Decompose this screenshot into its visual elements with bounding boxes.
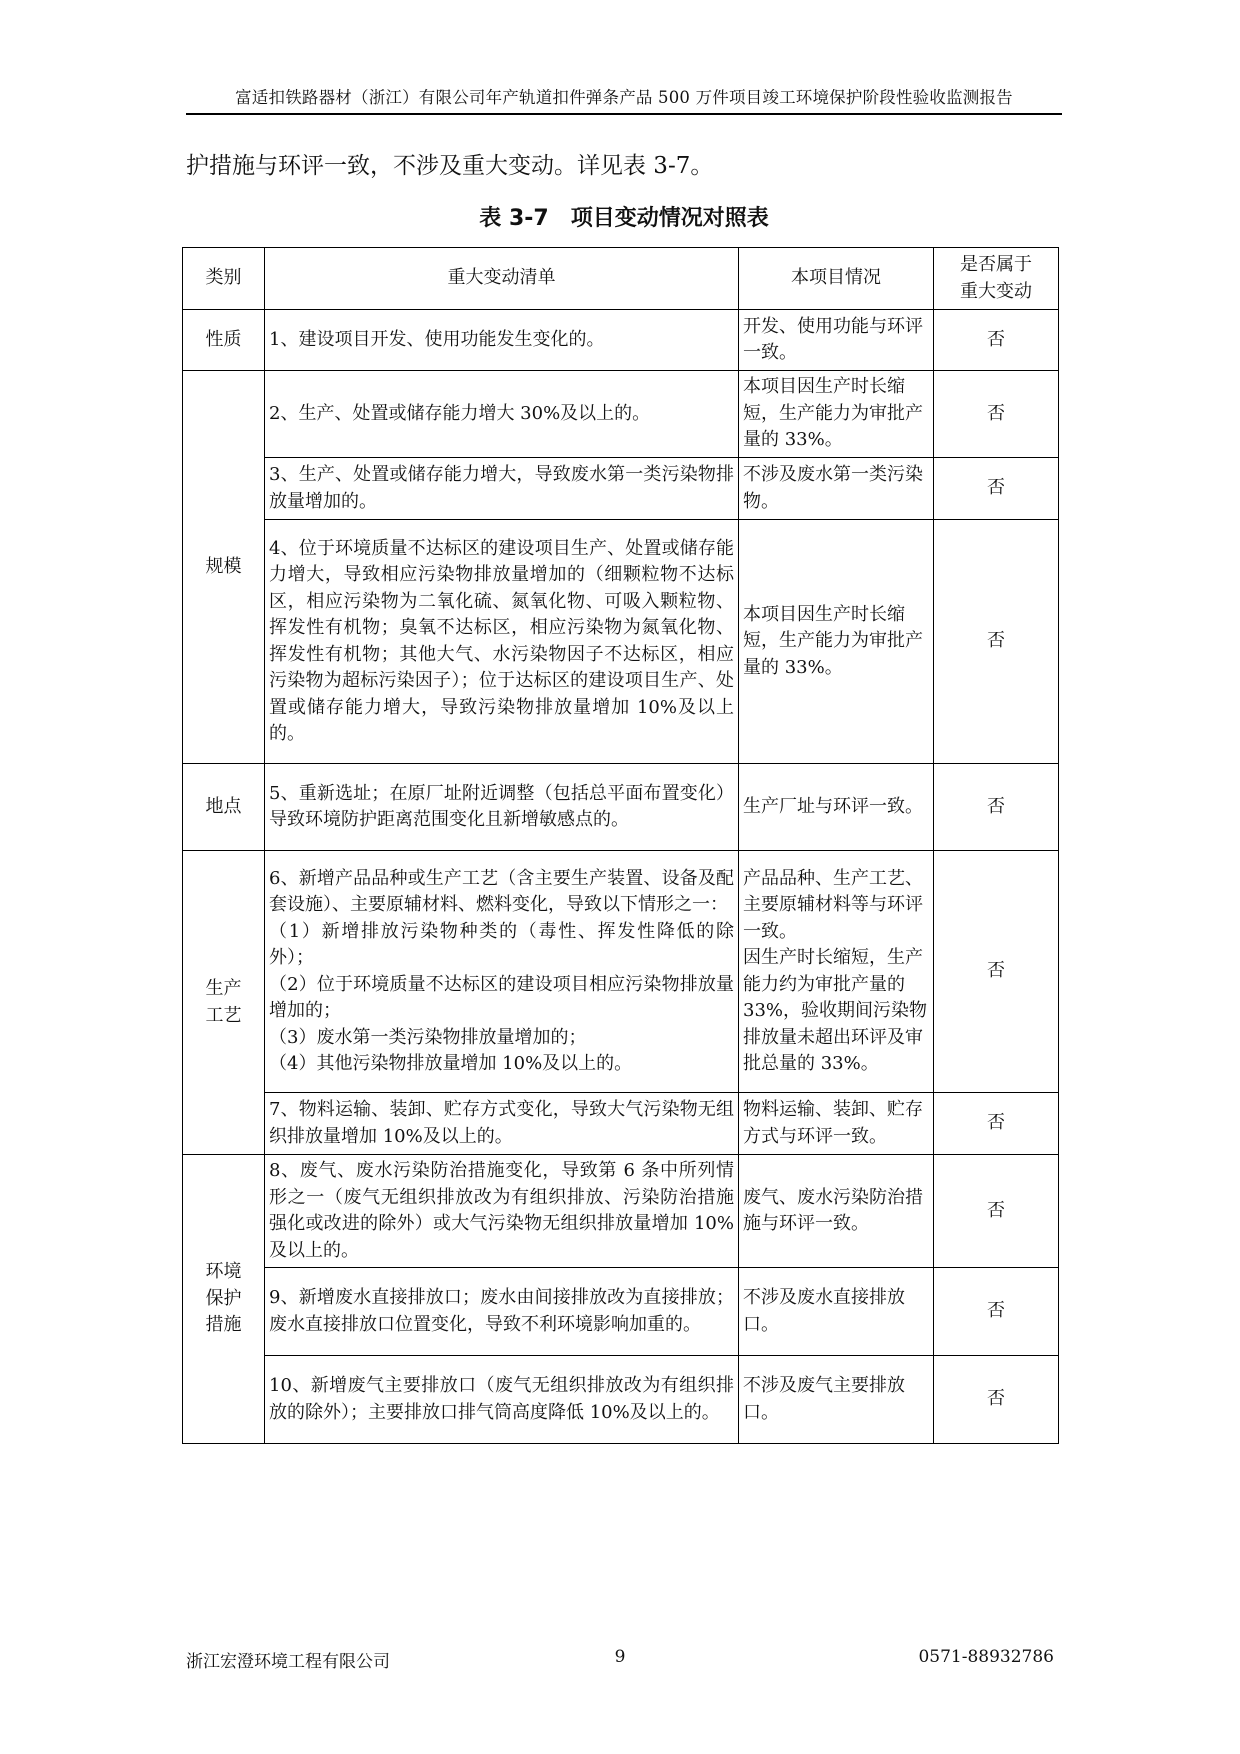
requirement-cell: 2、生产、处置或储存能力增大 30%及以上的。 [265, 371, 739, 458]
intro-text: 护措施与环评一致，不涉及重大变动。详见表 3-7。 [186, 153, 714, 179]
answer-cell: 否 [934, 1093, 1059, 1155]
answer-cell: 否 [934, 458, 1059, 520]
category-env-protection: 环境保护措施 [183, 1155, 265, 1444]
requirement-cell: 8、废气、废水污染防治措施变化，导致第 6 条中所列情形之一（废气无组织排放改为有组织排放、污染防治措施强化或改进的除外）或大气污染物无组织排放量增加 10%及以上的。 [265, 1155, 739, 1268]
category-scale: 规模 [183, 371, 265, 764]
project-cell: 不涉及废水直接排放口。 [739, 1268, 934, 1356]
answer-cell: 否 [934, 1268, 1059, 1356]
requirement-cell: 4、位于环境质量不达标区的建设项目生产、处置或储存能力增大，导致相应污染物排放量增加的（细颗粒物不达标区，相应污染物为二氧化硫、氮氧化物、可吸入颗粒物、挥发性有机物；臭氧不达标区，相应污染物为氮氧化物、挥发性有机物；其他大气、水污染物因子不达标区，相应污染物为超标污染因子）；位于达标区的建设项目生产、处置或储存能力增大，导致污染物排放量增加 10%及以上的。 [265, 520, 739, 764]
header-project: 本项目情况 [739, 248, 934, 310]
answer-cell: 否 [934, 1155, 1059, 1268]
project-cell: 生产厂址与环评一致。 [739, 764, 934, 851]
table-row [183, 764, 1059, 851]
table-row [183, 1356, 1059, 1444]
project-cell: 不涉及废气主要排放口。 [739, 1356, 934, 1444]
table-row [183, 310, 1059, 371]
table-row [183, 1093, 1059, 1155]
table-header-row [183, 248, 1059, 310]
table-row [183, 458, 1059, 520]
requirement-cell: 6、新增产品品种或生产工艺（含主要生产装置、设备及配套设施）、主要原辅材料、燃料变化，导致以下情形之一： （1）新增排放污染物种类的（毒性、挥发性降低的除外）； （2）位于环境质量不达标区的建设项目相应污染物排放量增加的； （3）废水第一类污染物排放量增加的； （4）其他污染物排放量增加 10%及以上的。 [265, 851, 739, 1093]
category-nature: 性质 [183, 310, 265, 371]
category-process: 生产工艺 [183, 851, 265, 1155]
header-list: 重大变动清单 [265, 248, 739, 310]
table-row [183, 371, 1059, 458]
requirement-cell: 3、生产、处置或储存能力增大，导致废水第一类污染物排放量增加的。 [265, 458, 739, 520]
table-caption: 表 3-7 项目变动情况对照表 [479, 206, 769, 231]
page-number: 9 [614, 1647, 626, 1667]
answer-cell: 否 [934, 310, 1059, 371]
project-cell: 物料运输、装卸、贮存方式与环评一致。 [739, 1093, 934, 1155]
project-cell: 不涉及废水第一类污染物。 [739, 458, 934, 520]
category-location: 地点 [183, 764, 265, 851]
answer-cell: 否 [934, 371, 1059, 458]
table-row [183, 1155, 1059, 1268]
answer-cell: 否 [934, 764, 1059, 851]
project-cell: 开发、使用功能与环评一致。 [739, 310, 934, 371]
requirement-cell: 1、建设项目开发、使用功能发生变化的。 [265, 310, 739, 371]
header-major: 是否属于重大变动 [934, 248, 1059, 310]
answer-cell: 否 [934, 851, 1059, 1093]
project-cell: 废气、废水污染防治措施与环评一致。 [739, 1155, 934, 1268]
footer-company: 浙江宏澄环境工程有限公司 [186, 1652, 390, 1672]
table-row [183, 851, 1059, 1093]
footer-phone: 0571-88932786 [918, 1647, 1054, 1667]
header-category: 类别 [183, 248, 265, 310]
project-cell: 产品品种、生产工艺、主要原辅材料等与环评一致。 因生产时长缩短，生产能力约为审批产量的 33%，验收期间污染物排放量未超出环评及审批总量的 33%。 [739, 851, 934, 1093]
answer-cell: 否 [934, 520, 1059, 764]
requirement-cell: 10、新增废气主要排放口（废气无组织排放改为有组织排放的除外）；主要排放口排气筒高度降低 10%及以上的。 [265, 1356, 739, 1444]
table-row [183, 520, 1059, 764]
answer-cell: 否 [934, 1356, 1059, 1444]
table-row [183, 1268, 1059, 1356]
page-header: 富适扣铁路器材（浙江）有限公司年产轨道扣件弹条产品 500 万件项目竣工环境保护阶段性验收监测报告 [186, 84, 1062, 115]
project-cell: 本项目因生产时长缩短，生产能力为审批产量的 33%。 [739, 371, 934, 458]
requirement-cell: 9、新增废水直接排放口；废水由间接排放改为直接排放；废水直接排放口位置变化，导致不利环境影响加重的。 [265, 1268, 739, 1356]
requirement-cell: 5、重新选址；在原厂址附近调整（包括总平面布置变化）导致环境防护距离范围变化且新增敏感点的。 [265, 764, 739, 851]
requirement-cell: 7、物料运输、装卸、贮存方式变化，导致大气污染物无组织排放量增加 10%及以上的。 [265, 1093, 739, 1155]
project-cell: 本项目因生产时长缩短，生产能力为审批产量的 33%。 [739, 520, 934, 764]
change-comparison-table [182, 247, 1059, 1444]
